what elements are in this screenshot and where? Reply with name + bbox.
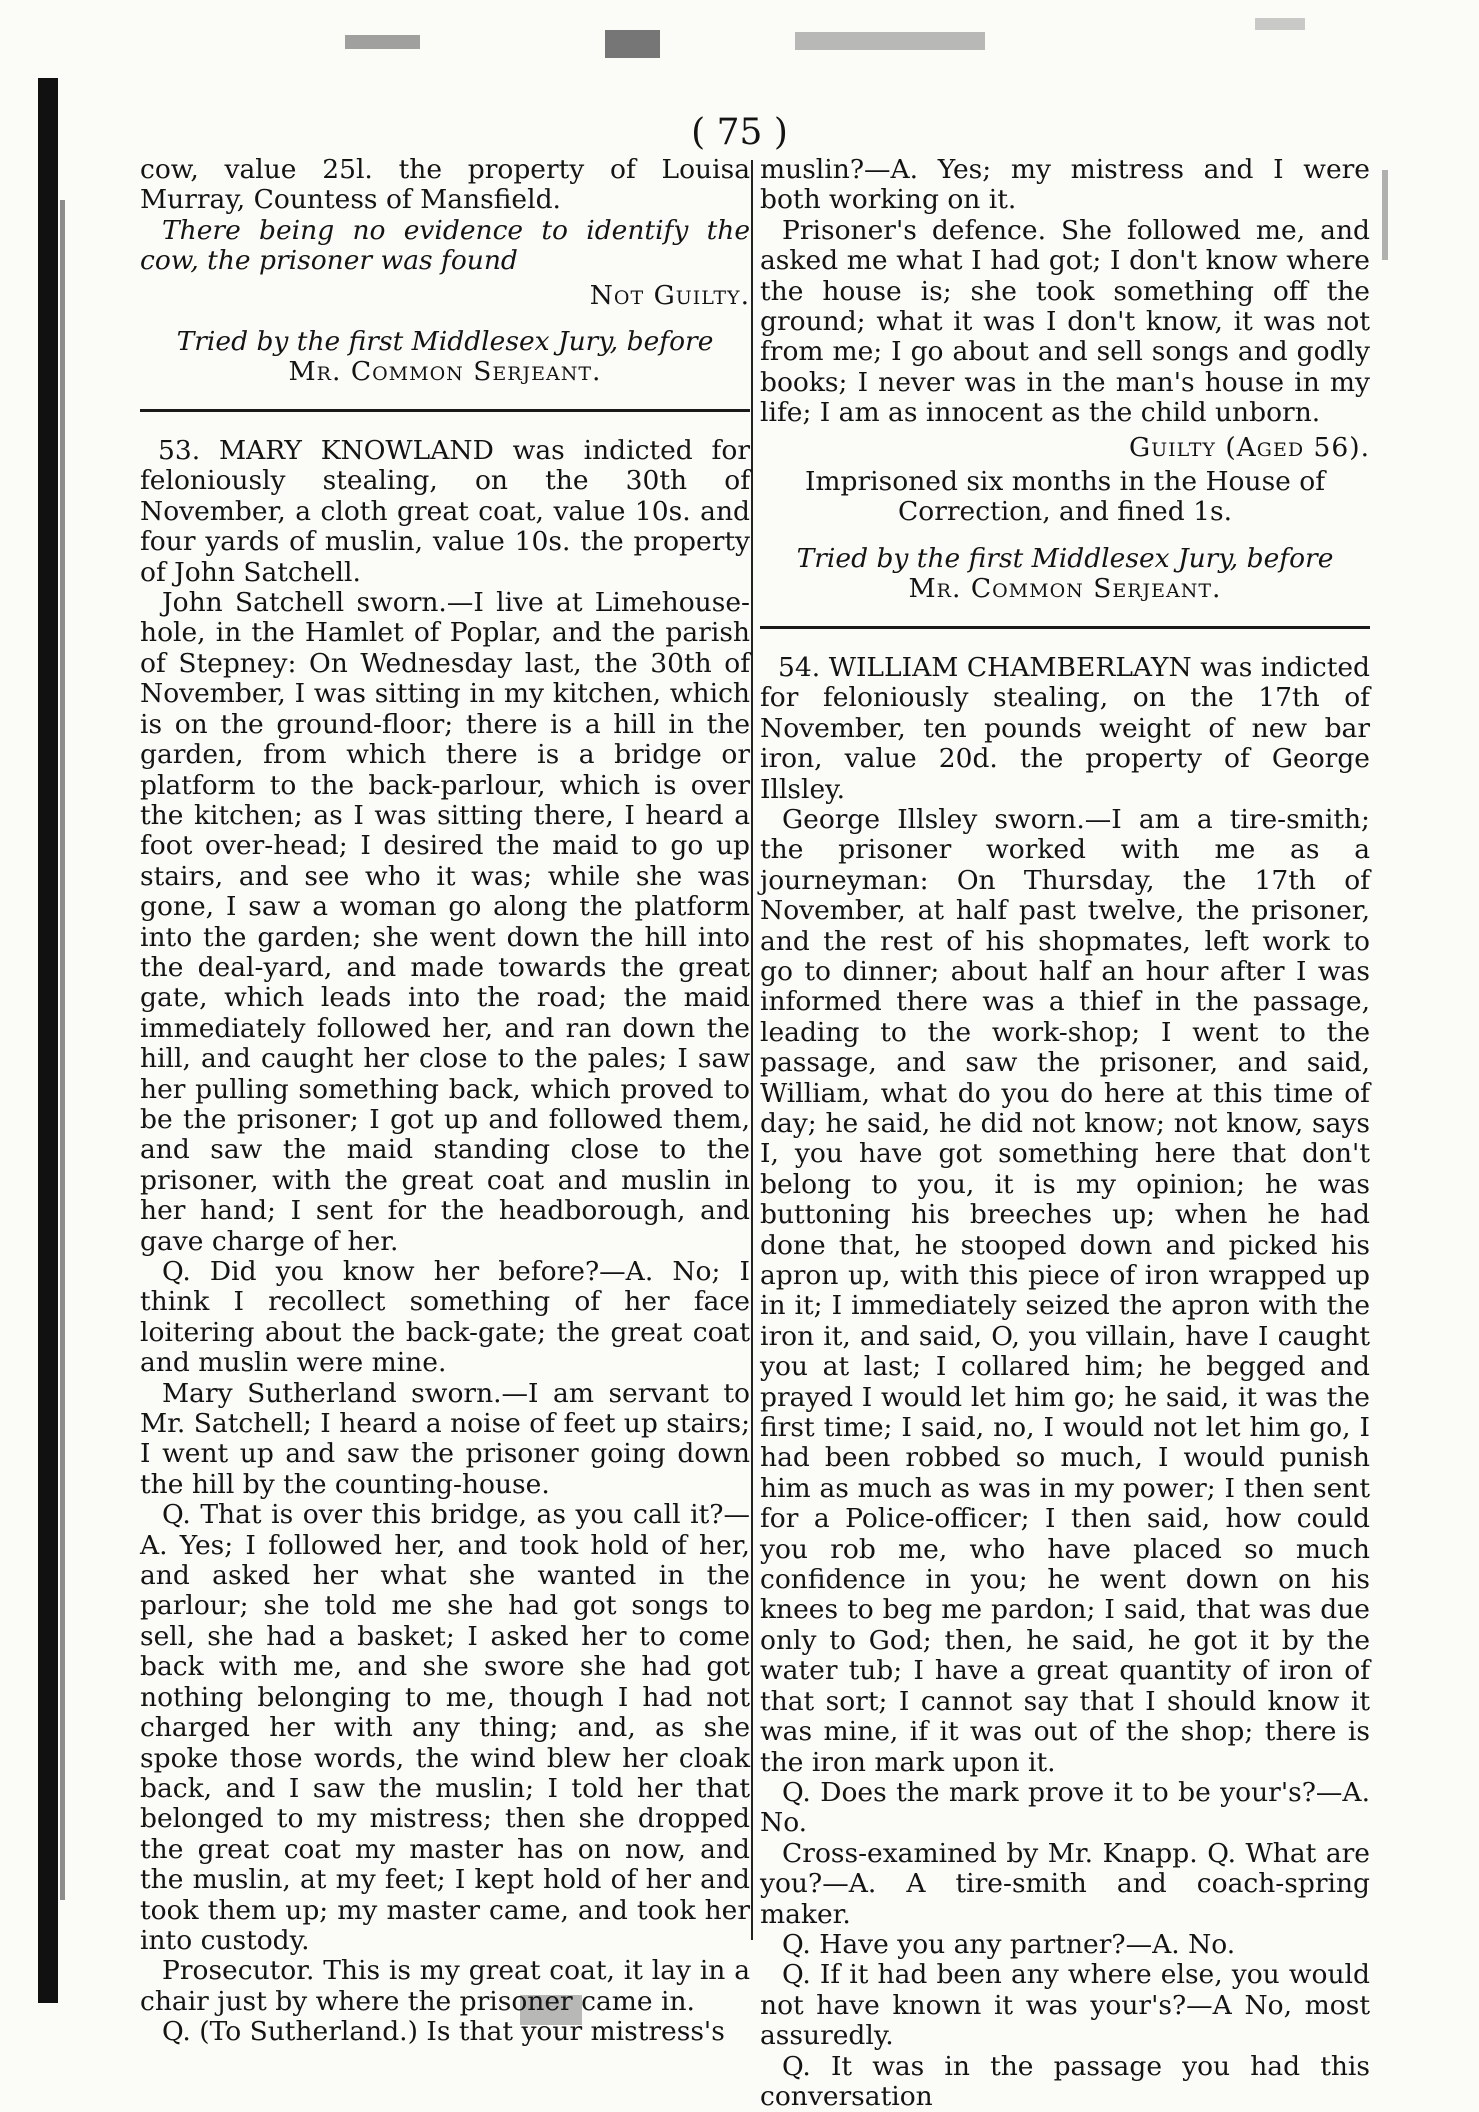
case-54-heading: 54. WILLIAM CHAMBERLAYN was indicted for feloniously stealing, on the 17th of November, ten pounds weight of new bar iron, value 20d. the property of George Illsley. bbox=[760, 651, 1370, 805]
scan-mark-top-2 bbox=[605, 30, 660, 58]
scan-edge-shadow-inner bbox=[60, 200, 65, 1900]
left-paragraph-1: cow, value 25l. the property of Louisa Murray, Countess of Mansfield. bbox=[140, 154, 750, 216]
left-paragraph-2: There being no evidence to identify the cow, the prisoner was found bbox=[140, 214, 750, 277]
section-rule-left bbox=[140, 409, 750, 412]
left-paragraph-7: Prosecutor. This is my great coat, it lay in a chair just by where the prisoner came in. bbox=[140, 1955, 750, 2017]
right-paragraph-3: George Illsley sworn.—I am a tire-smith; the prisoner worked with me as a journeyman: On Thursday, the 17th of November, at half past twelve, the prisoner, and the rest of his shopmates, left work to go to dinner; about half an hour after I was informed there was a thief in the passage, leading to the work-shop; I went to the passage, and saw the prisoner, and said, William, what do you do here at this time of day; he said, he did not know; not know, says I, you have got something here that don't belong to you, it is my opinion; he was buttoning his breeches up; when he had done that, he stooped down and picked his apron up, with this piece of iron wrapped up in it; I immediately seized the apron with the iron it, and said, O, you villain, have I caught you at last; I collared him; he begged and prayed I would let him go; he said, it was the first time; I said, no, I would not let him go, I had been robbed so much, I would punish him as much as was in my power; I then sent for a Police-officer; I then said, how could you rob me, who have placed so much confidence in you; he went down on his knees to beg me pardon; I said, that was due only to God; then, he said, he got it by the water tub; I have a great quantity of iron of that sort; I cannot say that I should know it was mine, if it was out of the shop; there is the iron mark upon it. bbox=[760, 803, 1370, 1778]
scan-mark-top-3 bbox=[795, 32, 985, 50]
right-paragraph-6: Q. Have you any partner?—A. No. bbox=[782, 1928, 1236, 1960]
tried-note-1-line-2: Mr. Common Serjeant. bbox=[288, 356, 602, 388]
tried-note-2 bbox=[760, 544, 1370, 604]
tried-note-2-line-2: Mr. Common Serjeant. bbox=[908, 572, 1222, 604]
left-paragraph-5: Mary Sutherland sworn.—I am servant to Mr. Satchell; I heard a noise of feet up stairs; I went up and saw the prisoner going down the hill by the counting-house. bbox=[140, 1377, 750, 1500]
scan-mark-right bbox=[1382, 170, 1388, 260]
tried-note-1 bbox=[140, 327, 750, 387]
left-paragraph-4: Q. Did you know her before?—A. No; I think I recollect something of her face loitering about the back-gate; the great coat and muslin were mine. bbox=[140, 1256, 750, 1379]
left-column bbox=[140, 155, 750, 2048]
left-paragraph-6: Q. That is over this bridge, as you call it?—A. Yes; I followed her, and took hold of her, and asked her what she wanted in the parlour; she told me she had got songs to sell, she had a basket; I asked her to come back with me, and she swore she had got nothing belonging to me, though I had not charged her with any thing; and, as she spoke those words, the wind blew her cloak back, and I saw the muslin; I told her that belonged to my mistress; then she dropped the great coat my master has on now, and the muslin, at my feet; I kept hold of her and took them up; my master came, and took her into custody. bbox=[140, 1499, 750, 1956]
tried-note-1-line-1: Tried by the first Middlesex Jury, before bbox=[176, 326, 714, 358]
column-divider bbox=[751, 160, 753, 1940]
scan-mark-top-4 bbox=[1255, 18, 1305, 30]
left-paragraph-8: Q. (To Sutherland.) Is that your mistress's bbox=[162, 2016, 725, 2048]
section-rule-right bbox=[760, 626, 1370, 629]
verdict-not-guilty: Not Guilty. bbox=[589, 279, 750, 311]
verdict-guilty: Guilty (Aged 56). bbox=[1128, 431, 1370, 463]
page-number: ( 75 ) bbox=[691, 112, 788, 153]
right-paragraph-2: Prisoner's defence. She followed me, and asked me what I had got; I don't know where the house is; she took something off the ground; what it was I don't know, it was not from me; I go about and sell songs and godly books; I never was in the man's house in my life; I am as innocent as the child unborn. bbox=[760, 214, 1370, 429]
scan-mark-top-1 bbox=[345, 35, 420, 49]
right-paragraph-4: Q. Does the mark prove it to be your's?—A. No. bbox=[760, 1776, 1370, 1839]
case-53-heading: 53. MARY KNOWLAND was indicted for feloniously stealing, on the 30th of November, a cloth great coat, value 10s. and four yards of muslin, value 10s. the property of John Satchell. bbox=[140, 435, 750, 588]
right-paragraph-8: Q. It was in the passage you had this conversation bbox=[760, 2050, 1370, 2112]
right-paragraph-1: muslin?—A. Yes; my mistress and I were both working on it. bbox=[760, 154, 1370, 216]
right-paragraph-7: Q. If it had been any where else, you would not have known it was your's?—A No, most assuredly. bbox=[760, 1959, 1370, 2052]
right-paragraph-5: Cross-examined by Mr. Knapp. Q. What are you?—A. A tire-smith and coach-spring maker. bbox=[760, 1837, 1370, 1930]
tried-note-2-line-1: Tried by the first Middlesex Jury, before bbox=[796, 542, 1334, 574]
right-column bbox=[760, 155, 1370, 2112]
left-paragraph-3: John Satchell sworn.—I live at Limehouse-hole, in the Hamlet of Poplar, and the parish of Stepney: On Wednesday last, the 30th of November, I was sitting in my kitchen, which is on the ground-floor; there is a hill in the garden, from which there is a bridge or platform to the back-parlour, which is over the kitchen; as I was sitting there, I heard a foot over-head; I desired the maid to go up stairs, and see who it was; while she was gone, I saw a woman go along the platform into the garden; she went down the hill into the deal-yard, and made towards the great gate, which leads into the road; the maid immediately followed her, and ran down the hill, and caught her close to the pales; I saw her pulling something back, which proved to be the prisoner; I got up and followed them, and saw the maid standing close to the prisoner, with the great coat and muslin in her hand; I sent for the headborough, and gave charge of her. bbox=[140, 587, 750, 1257]
sentence: Imprisoned six months in the House of Correction, and fined 1s. bbox=[804, 466, 1326, 528]
scan-edge-shadow bbox=[38, 78, 58, 2003]
